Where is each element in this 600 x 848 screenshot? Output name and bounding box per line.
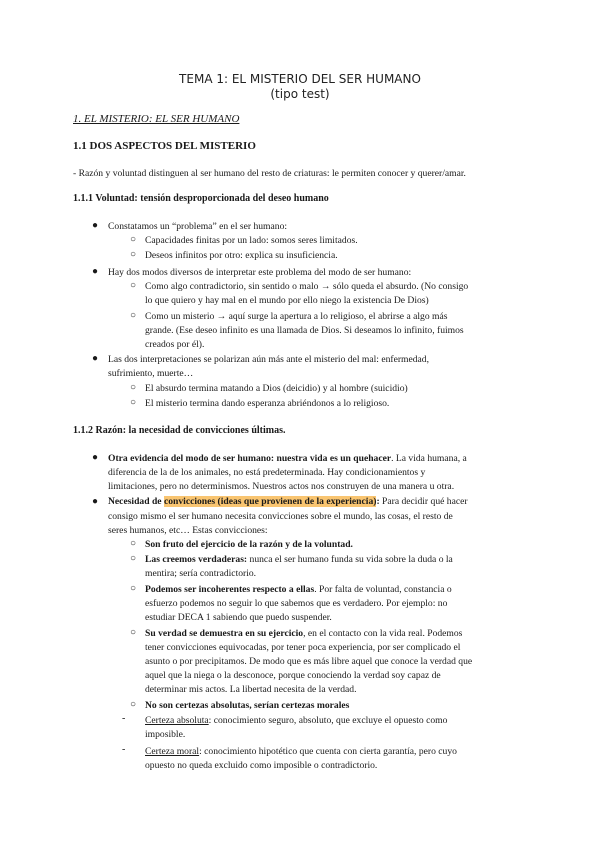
text-run: , en el contacto con la vida real. Podemos (303, 628, 463, 639)
list-item: Constatamos un “problema” en el ser humano: (108, 221, 288, 232)
list-item (145, 582, 452, 597)
bullet-circle-icon: ○ (130, 234, 137, 245)
list-item (145, 744, 457, 759)
highlighted-text: convicciones (ideas que provienen de la experiencia) (163, 496, 377, 507)
bullet-circle-icon: ○ (130, 583, 137, 594)
list-item (108, 494, 468, 509)
bullet-dot-icon: ● (92, 452, 99, 463)
list-item: Como un misterio → aquí surge la apertura a lo religioso, el abrirse a algo más (145, 311, 448, 322)
section-heading-1-1-2: 1.1.2 Razón: la necesidad de convicciones últimas. (73, 425, 286, 436)
bullet-dash-icon: - (122, 713, 126, 724)
list-item (145, 626, 462, 641)
list-item: Capacidades finitas por un lado: somos seres limitados. (145, 235, 358, 246)
bullet-dash-icon: - (122, 744, 126, 755)
list-item: No son certezas absolutas, serían certezas morales (145, 700, 350, 711)
list-item: Como algo contradictorio, sin sentido o malo → sólo queda el absurdo. (No consigo (145, 281, 469, 292)
list-item: Deseos infinitos por otro: explica su insuficiencia. (145, 250, 338, 261)
list-item: Las dos interpretaciones se polarizan aún más ante el misterio del mal: enfermedad, (108, 354, 430, 365)
text-run: . Por falta de voluntad, constancia o (314, 584, 452, 595)
list-item-continuation: consigo mismo el ser humano necesita convicciones sobre el mundo, las cosas, el resto de (108, 511, 453, 522)
list-item-continuation: tener convicciones equivocadas, por tener poca experiencia, por ser complicado el (145, 642, 461, 653)
bold-text: Las creemos verdaderas: (145, 554, 248, 565)
bold-text: Podemos ser incoherentes respecto a ellas (145, 584, 315, 595)
bullet-circle-icon: ○ (130, 699, 137, 710)
bullet-dot-icon: ● (92, 353, 99, 364)
list-item-continuation: esfuerzo podemos no seguir lo que sabemos que es verdadero. Por ejemplo: no (145, 598, 448, 609)
section-heading-1-1: 1.1 DOS ASPECTOS DEL MISTERIO (73, 140, 256, 152)
page-title: TEMA 1: EL MISTERIO DEL SER HUMANO (179, 72, 421, 86)
list-item-continuation: determinar mis actos. La libertad necesita de la verdad. (145, 684, 357, 695)
list-item: Hay dos modos diversos de interpretar este problema del modo de ser humano: (108, 267, 412, 278)
list-item-continuation: aquel que la niega o la desconoce, porque conociendo la verdad soy capaz de (145, 670, 441, 681)
list-item-continuation: creados por él). (145, 339, 205, 350)
intro-paragraph: - Razón y voluntad distinguen al ser humano del resto de criaturas: le permiten conocer y querer/amar. (73, 168, 466, 179)
list-item-continuation: mentira; sería contradictorio. (145, 568, 257, 579)
bullet-circle-icon: ○ (130, 310, 137, 321)
list-item-continuation: imposible. (145, 729, 186, 740)
bullet-dot-icon: ● (92, 220, 99, 231)
list-item: Son fruto del ejercicio de la razón y de la voluntad. (145, 539, 353, 550)
list-item-continuation: estudiar DECA 1 sabiendo que puedo suspender. (145, 612, 332, 623)
bullet-dot-icon: ● (92, 496, 99, 507)
text-run: : conocimiento seguro, absoluto, que excluye el opuesto como (208, 715, 448, 726)
bullet-circle-icon: ○ (130, 249, 137, 260)
list-item-continuation: opuesto no queda excluido como imposible o contradictorio. (145, 760, 378, 771)
bullet-circle-icon: ○ (130, 280, 137, 291)
underlined-text: Certeza moral (145, 746, 200, 757)
bold-text: Necesidad de (108, 496, 164, 507)
list-item (108, 451, 467, 466)
list-item-continuation: grande. (Ese deseo infinito es una llamada de Dios. Si deseamos lo infinito, fuimos (145, 325, 464, 336)
list-item-continuation: seres humanos, etc… Estas convicciones: (108, 525, 268, 536)
bold-text: : (376, 496, 380, 507)
list-item-continuation: sufrimiento, muerte… (108, 368, 194, 379)
list-item-continuation: diferencia de la de los animales, no está predeterminada. Hay condicionamientos y (108, 467, 426, 478)
list-item-continuation: asunto o por precipitamos. De modo que es más libre aquel que conoce la verdad que (145, 656, 473, 667)
list-item: El misterio termina dando esperanza abriéndonos a lo religioso. (145, 398, 390, 409)
section-heading-1-1-1: 1.1.1 Voluntad: tensión desproporcionada del deseo humano (73, 193, 329, 204)
text-run: . La vida humana, a (391, 453, 467, 464)
text-run: : conocimiento hipotético que cuenta con cierta garantía, pero cuyo (199, 746, 457, 757)
list-item: El absurdo termina matando a Dios (deicidio) y al hombre (suicidio) (145, 383, 408, 394)
section-heading-1: 1. EL MISTERIO: EL SER HUMANO (73, 113, 240, 125)
list-item (145, 713, 447, 728)
list-item (145, 552, 453, 567)
bold-text: Otra evidencia del modo de ser humano: nuestra vida es un quehacer (108, 453, 392, 464)
bullet-circle-icon: ○ (130, 538, 137, 549)
list-item-continuation: limitaciones, pero no determinismos. Nuestros actos nos construyen de una manera u otra. (108, 481, 455, 492)
text-run: Para decidir qué hacer (379, 496, 468, 507)
list-item-continuation: lo que quiero y hay mal en el mundo por ello niego la existencia De Dios) (145, 295, 429, 306)
bullet-circle-icon: ○ (130, 627, 137, 638)
page-subtitle: (tipo test) (270, 87, 330, 101)
bold-text: Su verdad se demuestra en su ejercicio (145, 628, 304, 639)
bullet-circle-icon: ○ (130, 397, 137, 408)
bullet-dot-icon: ● (92, 266, 99, 277)
bullet-circle-icon: ○ (130, 382, 137, 393)
text-run: nunca el ser humano funda su vida sobre la duda o la (247, 554, 453, 565)
bullet-circle-icon: ○ (130, 553, 137, 564)
underlined-text: Certeza absoluta (145, 715, 209, 726)
